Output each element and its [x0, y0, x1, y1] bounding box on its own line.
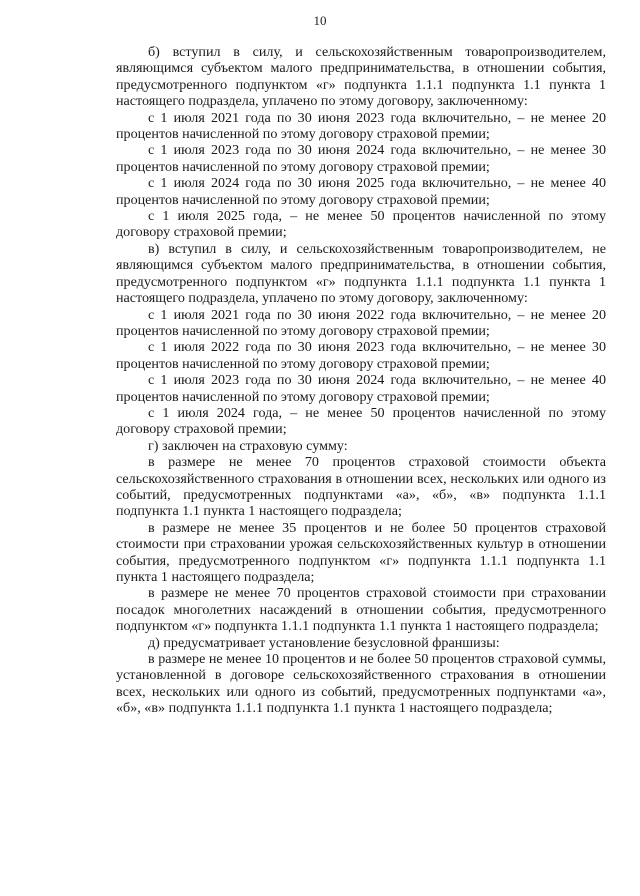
document-body	[116, 44, 606, 717]
paragraph-g-intro: г) заключен на страховую сумму:	[148, 437, 348, 454]
paragraph-g-70-percent: в размере не менее 70 процентов страховой стоимости объекта сельскохозяйственного страхования в отношении всех, нескольких или одного из событий, предусмотренных подпунктами «а», «б», «в» подпункта 1.1.1 подпункта 1.1 пункта 1 настоящего подраздела;	[116, 454, 606, 520]
paragraph-v-2022: с 1 июля 2022 года по 30 июня 2023 года включительно, – не менее 30 процентов начисленной по этому договору страховой премии;	[116, 339, 606, 372]
paragraph-v-2023: с 1 июля 2023 года по 30 июня 2024 года включительно, – не менее 40 процентов начисленной по этому договору страховой премии;	[116, 372, 606, 405]
paragraph-g-35-50-percent: в размере не менее 35 процентов и не более 50 процентов страховой стоимости при страховании урожая сельскохозяйственных культур в отношении события, предусмотренного подпунктом «г» подпункта 1.1.1 подпункта 1.1 пункта 1 настоящего подраздела;	[116, 519, 606, 585]
paragraph-v-2021: с 1 июля 2021 года по 30 июня 2022 года включительно, – не менее 20 процентов начисленной по этому договору страховой премии;	[116, 306, 606, 339]
paragraph-b-intro: б) вступил в силу, и сельскохозяйственным товаропроизводителем, являющимся субъектом малого предпринимательства, в отношении события, предусмотренного подпунктом «г» подпункта 1.1.1 подпункта 1.1 пункта 1 настоящего подраздела, уплачено по этому договору, заключенному:	[116, 44, 606, 110]
paragraph-d-intro: д) предусматривает установление безусловной франшизы:	[148, 634, 500, 651]
paragraph-b-2023: с 1 июля 2023 года по 30 июня 2024 года включительно, – не менее 30 процентов начисленной по этому договору страховой премии;	[116, 142, 606, 175]
paragraph-d-franchise: в размере не менее 10 процентов и не более 50 процентов страховой суммы, установленной в договоре сельскохозяйственного страхования в отношении всех, нескольких или одного из событий, предусмотренных подпунктами «а», «б», «в» подпункта 1.1.1 подпункта 1.1 пункта 1 настоящего подраздела;	[116, 651, 606, 717]
paragraph-b-2025: с 1 июля 2025 года, – не менее 50 процентов начисленной по этому договору страховой премии;	[116, 208, 606, 241]
paragraph-b-2021: с 1 июля 2021 года по 30 июня 2023 года включительно, – не менее 20 процентов начисленной по этому договору страховой премии;	[116, 109, 606, 143]
paragraph-v-intro: в) вступил в силу, и сельскохозяйственным товаропроизводителем, не являющимся субъектом малого предпринимательства, в отношении события, предусмотренного подпунктом «г» подпункта 1.1.1 подпункта 1.1 пункта 1 настоящего подраздела, уплачено по этому договору, заключенному:	[116, 240, 606, 307]
page-number: 10	[313, 13, 327, 28]
paragraph-b-2024: с 1 июля 2024 года по 30 июня 2025 года включительно, – не менее 40 процентов начисленной по этому договору страховой премии;	[116, 175, 606, 208]
paragraph-v-2024: с 1 июля 2024 года, – не менее 50 процентов начисленной по этому договору страховой премии;	[116, 404, 606, 438]
paragraph-g-70-percent-plantings: в размере не менее 70 процентов страховой стоимости при страховании посадок многолетних насаждений в отношении события, предусмотренного подпунктом «г» подпункта 1.1.1 подпункта 1.1 пункта 1 настоящего подраздела;	[116, 585, 606, 635]
